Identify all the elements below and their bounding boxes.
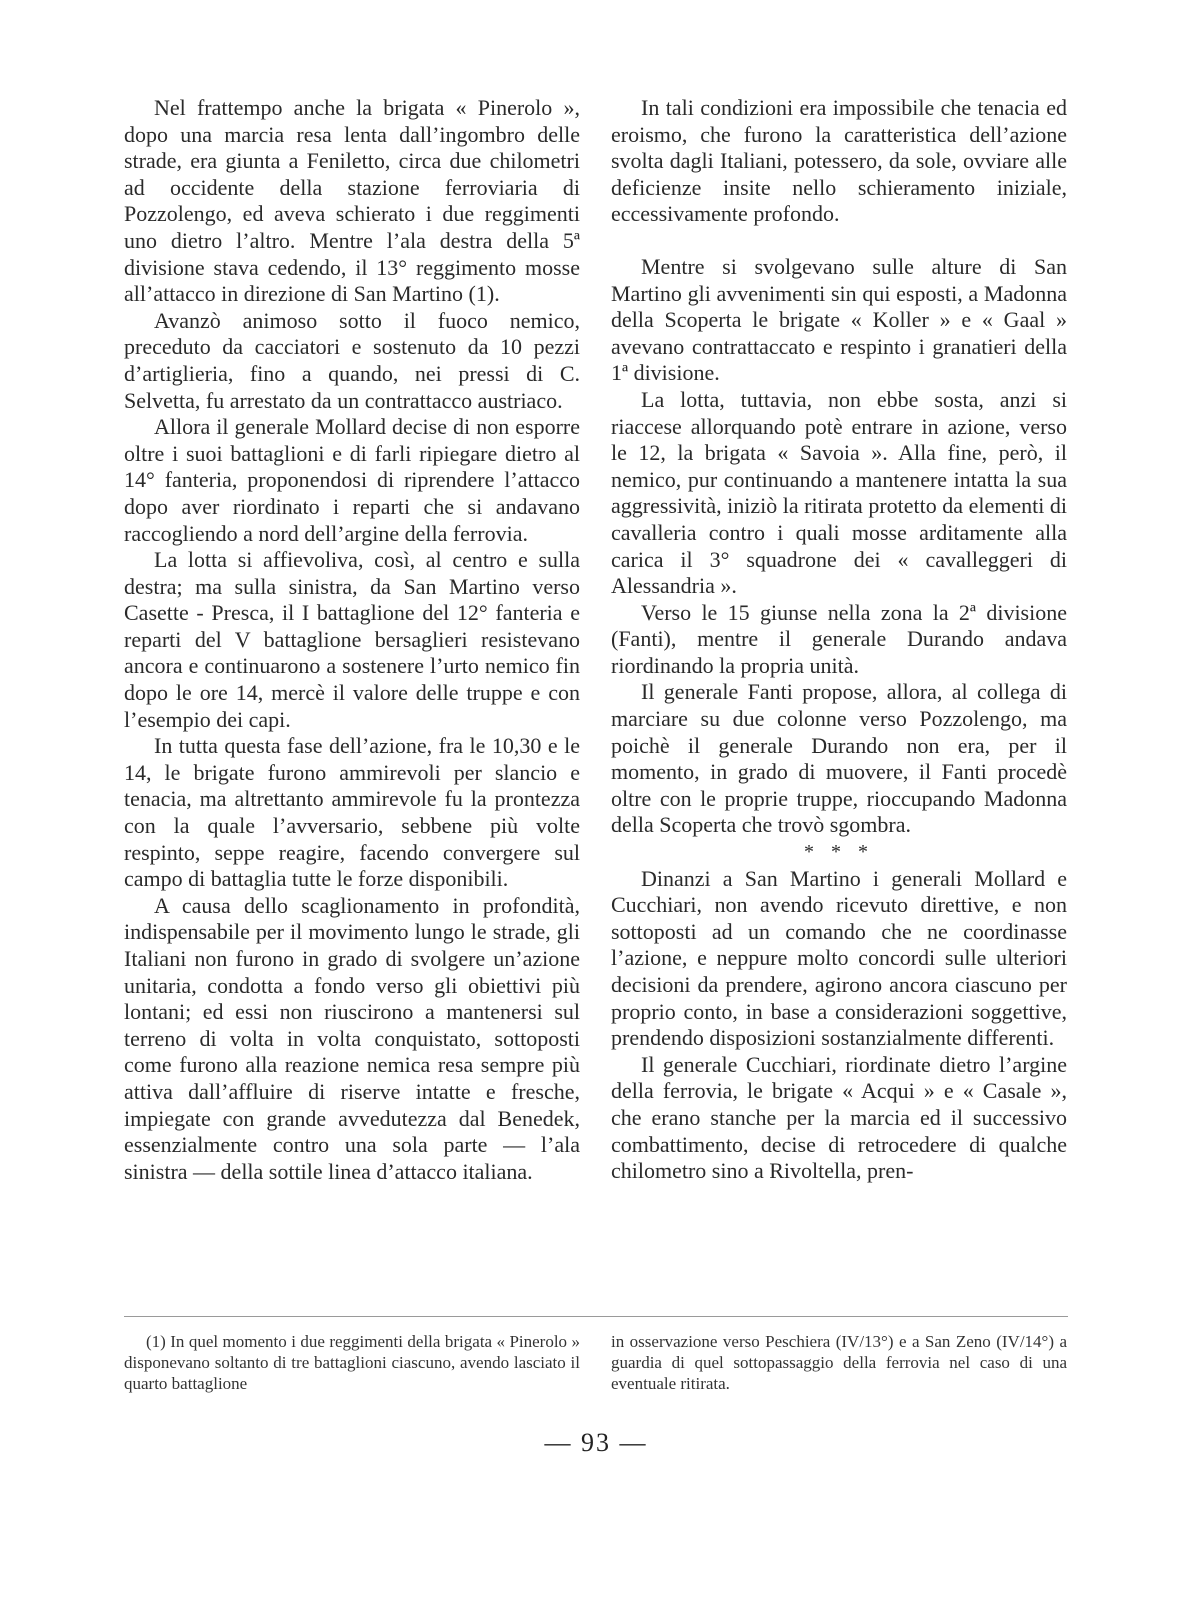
paragraph: Nel frattempo anche la brigata « Pinerolo », dopo una marcia resa lenta dall’ingombro delle strade, era giunta a Feniletto, circa due chilometri ad occidente della stazione ferroviaria di Pozzolengo, ed aveva schierato i due reggimenti uno dietro l’altro. Mentre l’ala destra della 5ª divisione stava cedendo, il 13° reggimento mosse all’attacco in direzione di San Martino (1). [124, 95, 580, 307]
paragraph: Allora il generale Mollard decise di non esporre oltre i suoi battaglioni e di farli ripiegare dietro al 14° fanteria, proponendosi di riprendere l’attacco dopo aver riordinato i reparti che si andavano raccogliendo a nord dell’argine della ferrovia. [124, 414, 580, 546]
paragraph: Il generale Fanti propose, allora, al collega di marciare su due colonne verso Pozzolengo, ma poichè il generale Durando non era, per il momento, in grado di muovere, il Fanti procedè oltre con le proprie truppe, rioccupando Madonna della Scoperta che trovò sgombra. [611, 679, 1067, 838]
footnote-left [124, 1331, 580, 1394]
paragraph: In tali condizioni era impossibile che tenacia ed eroismo, che furono la caratteristica dell’azione svolta dagli Italiani, potessero, da sole, ovviare alle deficienze insite nello schieramento iniziale, eccessivamente profondo. [611, 95, 1067, 227]
page-number: — 93 — [544, 1428, 648, 1457]
section-separator: * * * [804, 841, 874, 864]
paragraph: Dinanzi a San Martino i generali Mollard e Cucchiari, non avendo ricevuto direttive, e non sottoposti ad un comando che ne coordinasse l’azione, e neppure molto concordi sulle ulteriori decisioni da prendere, agirono ancora ciascuno per proprio conto, in base a considerazioni soggettive, prendendo disposizioni sostanzialmente differenti. [611, 865, 1067, 1051]
paragraph: Mentre si svolgevano sulle alture di San Martino gli avvenimenti sin qui esposti, a Madonna della Scoperta le brigate « Koller » e « Gaal » avevano contrattaccato e respinto i granatieri della 1ª divisione. [611, 253, 1067, 386]
right-text-column [611, 95, 1067, 1185]
paragraph: Il generale Cucchiari, riordinate dietro l’argine della ferrovia, le brigate « Acqui » e « Casale », che erano stanche per la marcia ed il successivo combattimento, decise di retrocedere di qualche chilometro sino a Rivoltella, pren- [611, 1051, 1067, 1184]
paragraph: La lotta si affievoliva, così, al centro e sulla destra; ma sulla sinistra, da San Martino verso Casette - Presca, il I battaglione del 12° fanteria e reparti del V battaglione bersaglieri resistevano ancora e continuarono a sostenere l’urto nemico fin dopo le ore 14, mercè il valore delle truppe e con l’esempio dei capi. [124, 547, 580, 732]
paragraph: In tutta questa fase dell’azione, fra le 10,30 e le 14, le brigate furono ammirevoli per slancio e tenacia, ma altrettanto ammirevole fu la prontezza con la quale l’avversario, sebbene più volte respinto, seppe reagire, facendo convergere sul campo di battaglia tutte le forze disponibili. [124, 733, 580, 892]
paragraph: Avanzò animoso sotto il fuoco nemico, preceduto da cacciatori e sostenuto da 10 pezzi d’artiglieria, fino a quando, nei pressi di C. Selvetta, fu arrestato da un contrattacco austriaco. [124, 307, 580, 413]
footnote-divider [124, 1316, 1068, 1317]
footnote-text: (1) In quel momento i due reggimenti della brigata « Pinerolo » disponevano soltanto di tre battaglioni ciascuno, avendo lasciato il quarto battaglione [124, 1332, 580, 1393]
paragraph: Verso le 15 giunse nella zona la 2ª divisione (Fanti), mentre il generale Durando andava riordinando la propria unità. [611, 599, 1067, 678]
paragraph: La lotta, tuttavia, non ebbe sosta, anzi si riaccese allorquando potè entrare in azione, verso le 12, la brigata « Savoia ». Alla fine, però, il nemico, pur continuando a mantenere intatta la sua aggressività, iniziò la ritirata protetto da elementi di cavalleria contro i quali mosse arditamente alla carica il 3° squadrone dei « cavalleggeri di Alessandria ». [611, 386, 1067, 599]
paragraph: A causa dello scaglionamento in profondità, indispensabile per il movimento lungo le strade, gli Italiani non furono in grado di svolgere un’azione unitaria, condotta a fondo verso gli obiettivi più lontani; ed essi non riuscirono a mantenersi sul terreno di volta in volta conquistato, sottoposti come furono alla reazione nemica resa sempre più attiva dall’affluire di riserve intatte e fresche, impiegate con grande avvedutezza dal Benedek, essenzialmente contro una sola parte — l’ala sinistra — della sottile linea d’attacco italiana. [124, 892, 580, 1184]
footnote-right [611, 1331, 1067, 1394]
left-text-column [124, 95, 580, 1185]
footnote-text: in osservazione verso Peschiera (IV/13°) e a San Zeno (IV/14°) a guardia di quel sottopassaggio della ferrovia nel caso di una eventuale ritirata. [611, 1332, 1067, 1393]
